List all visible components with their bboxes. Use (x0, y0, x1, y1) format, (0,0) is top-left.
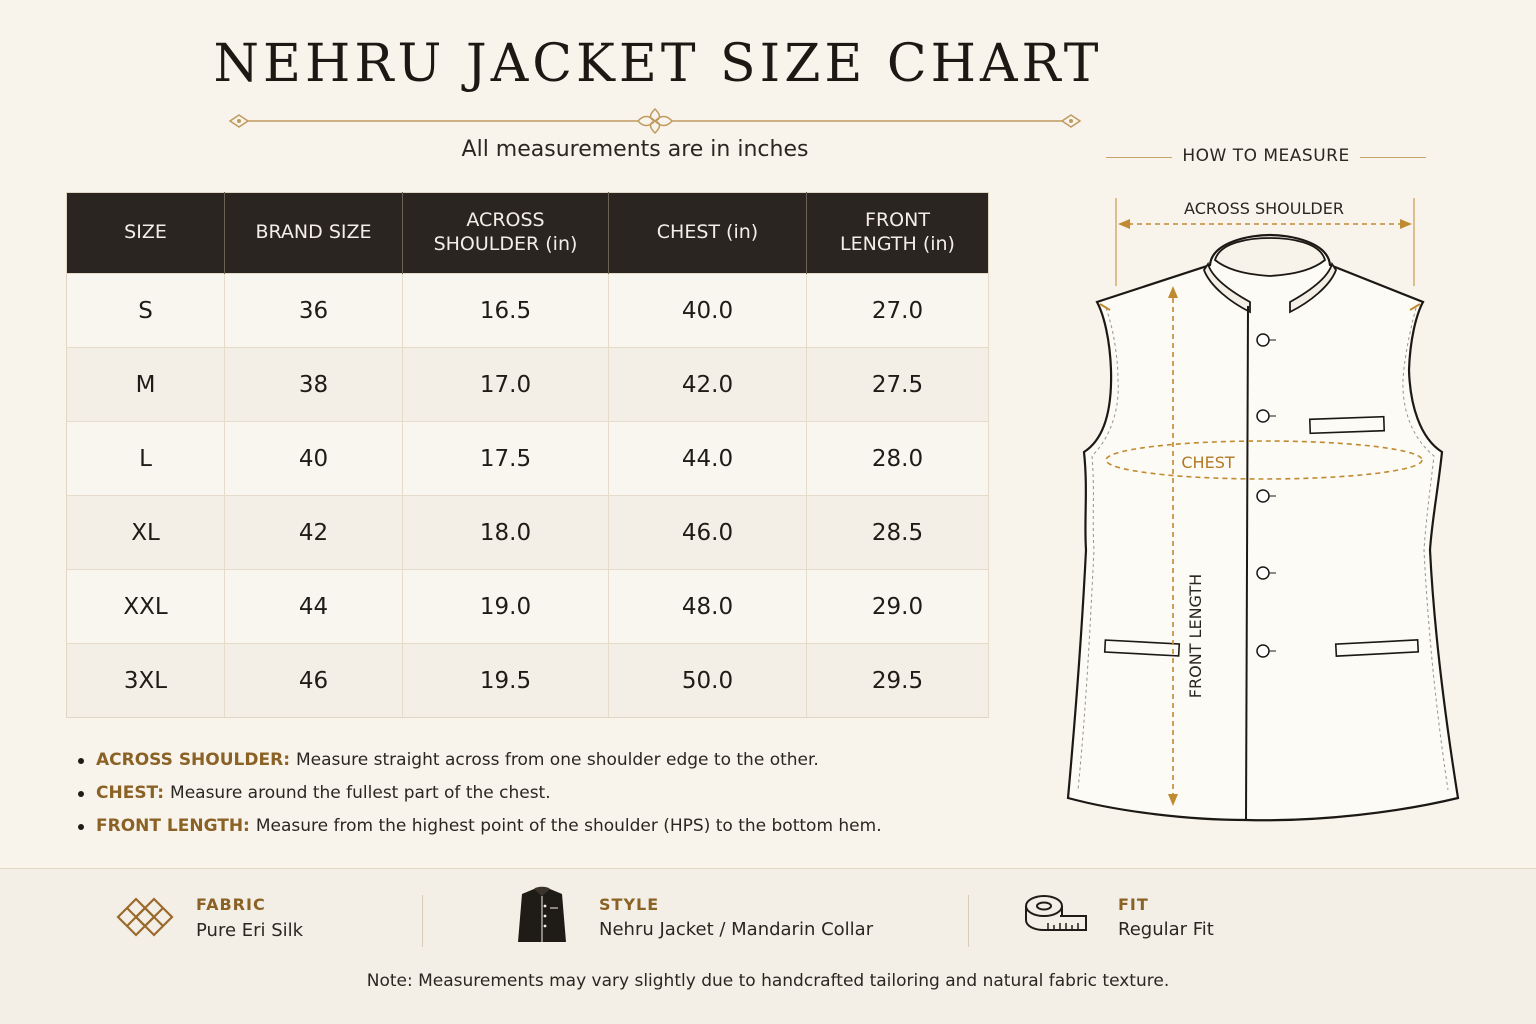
table-cell: 19.0 (403, 570, 609, 644)
table-cell: 42.0 (609, 348, 807, 422)
chest-label: CHEST (1181, 453, 1235, 472)
table-cell: 50.0 (609, 644, 807, 718)
table-cell: 18.0 (403, 496, 609, 570)
fit-value: Regular Fit (1118, 919, 1214, 940)
table-row (67, 570, 989, 644)
header-chest: CHEST (in) (609, 193, 807, 274)
fabric-weave-icon (116, 894, 174, 940)
footer-panel (0, 869, 1536, 1024)
fit-label: FIT (1118, 895, 1149, 914)
jacket-outline (1068, 235, 1458, 820)
table-cell: 3XL (67, 644, 225, 718)
table-cell: 17.0 (403, 348, 609, 422)
style-value: Nehru Jacket / Mandarin Collar (599, 919, 874, 940)
table-cell: 28.5 (807, 496, 989, 570)
fabric-value: Pure Eri Silk (196, 920, 304, 941)
table-cell: 40 (225, 422, 403, 496)
header-front-length: FRONT LENGTH (in) (807, 193, 989, 274)
units-subtitle: All measurements are in inches (461, 137, 809, 162)
table-cell: XL (67, 496, 225, 570)
page-title: NEHRU JACKET SIZE CHART (213, 34, 1103, 94)
table-cell: 27.5 (807, 348, 989, 422)
size-table (66, 192, 989, 718)
table-cell: L (67, 422, 225, 496)
jacket-measure-diagram (1060, 190, 1480, 840)
table-cell: 16.5 (403, 274, 609, 348)
table-cell: 28.0 (807, 422, 989, 496)
table-row (67, 644, 989, 718)
front-length-label: FRONT LENGTH (1186, 573, 1205, 699)
table-cell: 40.0 (609, 274, 807, 348)
measuring-tape-icon (1024, 892, 1090, 940)
style-label: STYLE (599, 895, 660, 914)
jacket-icon (516, 886, 568, 946)
table-body (67, 274, 989, 718)
table-cell: 19.5 (403, 644, 609, 718)
table-cell: 27.0 (807, 274, 989, 348)
table-cell: 48.0 (609, 570, 807, 644)
table-cell: 36 (225, 274, 403, 348)
how-to-measure-heading: HOW TO MEASURE (1106, 144, 1426, 170)
header-size: SIZE (67, 193, 225, 274)
table-cell: XXL (67, 570, 225, 644)
table-row (67, 274, 989, 348)
feature-divider (968, 895, 969, 947)
table-cell: M (67, 348, 225, 422)
header-across-shoulder: ACROSS SHOULDER (in) (403, 193, 609, 274)
note-chest: CHEST: Measure around the fullest part of the chest. (76, 777, 882, 810)
note-across-shoulder: ACROSS SHOULDER: Measure straight across from one shoulder edge to the other. (76, 744, 882, 777)
table-cell: 44.0 (609, 422, 807, 496)
note-front-length: FRONT LENGTH: Measure from the highest point of the shoulder (HPS) to the bottom hem. (76, 810, 882, 843)
header-brand-size: BRAND SIZE (225, 193, 403, 274)
table-cell: 29.5 (807, 644, 989, 718)
table-cell: 46.0 (609, 496, 807, 570)
footnote: Note: Measurements may vary slightly due to handcrafted tailoring and natural fabric texture. (366, 971, 1170, 991)
table-cell: 17.5 (403, 422, 609, 496)
fabric-label: FABRIC (196, 895, 266, 914)
title-ornament (226, 106, 1084, 136)
table-cell: 38 (225, 348, 403, 422)
table-cell: S (67, 274, 225, 348)
table-row (67, 496, 989, 570)
table-cell: 46 (225, 644, 403, 718)
table-cell: 29.0 (807, 570, 989, 644)
table-cell: 42 (225, 496, 403, 570)
table-row (67, 422, 989, 496)
table-cell: 44 (225, 570, 403, 644)
feature-divider (422, 895, 423, 947)
table-row (67, 348, 989, 422)
table-header-row (67, 193, 989, 274)
measurement-notes (76, 744, 882, 843)
across-shoulder-label: ACROSS SHOULDER (1184, 199, 1344, 218)
